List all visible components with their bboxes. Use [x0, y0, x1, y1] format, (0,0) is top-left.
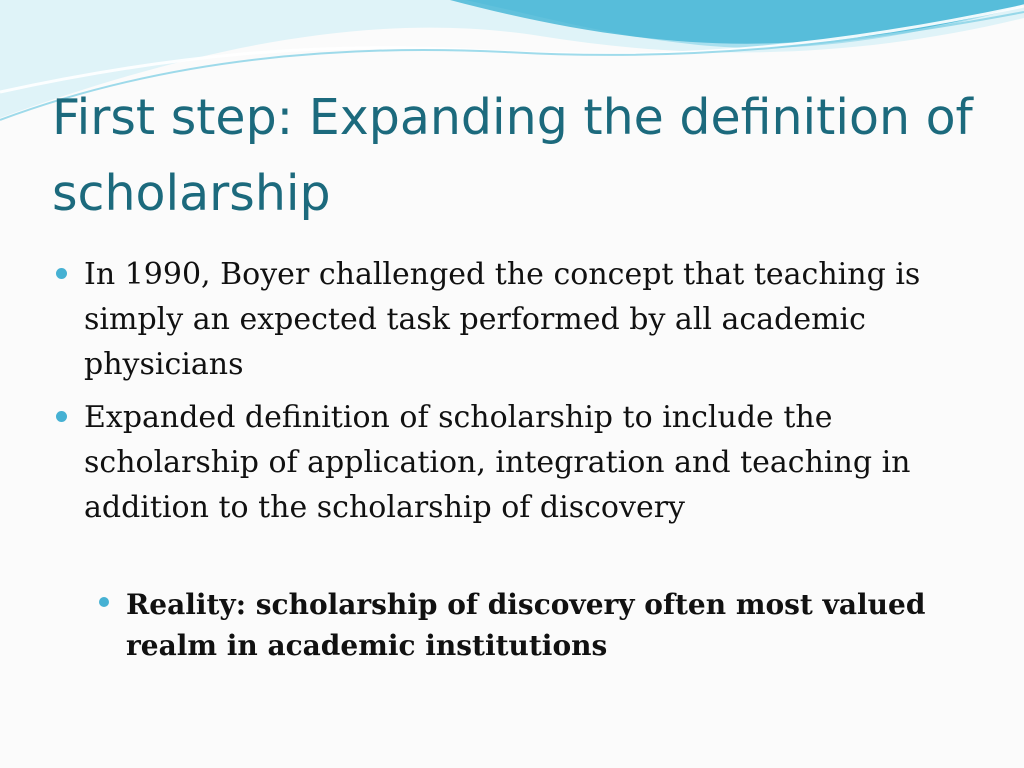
circle-bullet-icon [56, 268, 67, 279]
circle-bullet-icon [99, 597, 109, 607]
circle-bullet-icon [56, 411, 67, 422]
sub-bullet-text: Reality: scholarship of discovery often most valued realm in academic institutions [126, 588, 926, 662]
bullet-text: In 1990, Boyer challenged the concept that teaching is simply an expected task performed by all academic physicians [84, 257, 921, 382]
sub-bullet-item [98, 584, 984, 666]
bullet-text: Expanded definition of scholarship to include the scholarship of application, integration and teaching in addition to the scholarship of discovery [84, 400, 911, 525]
slide-body [54, 252, 984, 666]
bullet-item [54, 395, 984, 530]
slide-title: First step: Expanding the definition of scholarship [52, 89, 973, 222]
bullet-item [54, 252, 984, 387]
